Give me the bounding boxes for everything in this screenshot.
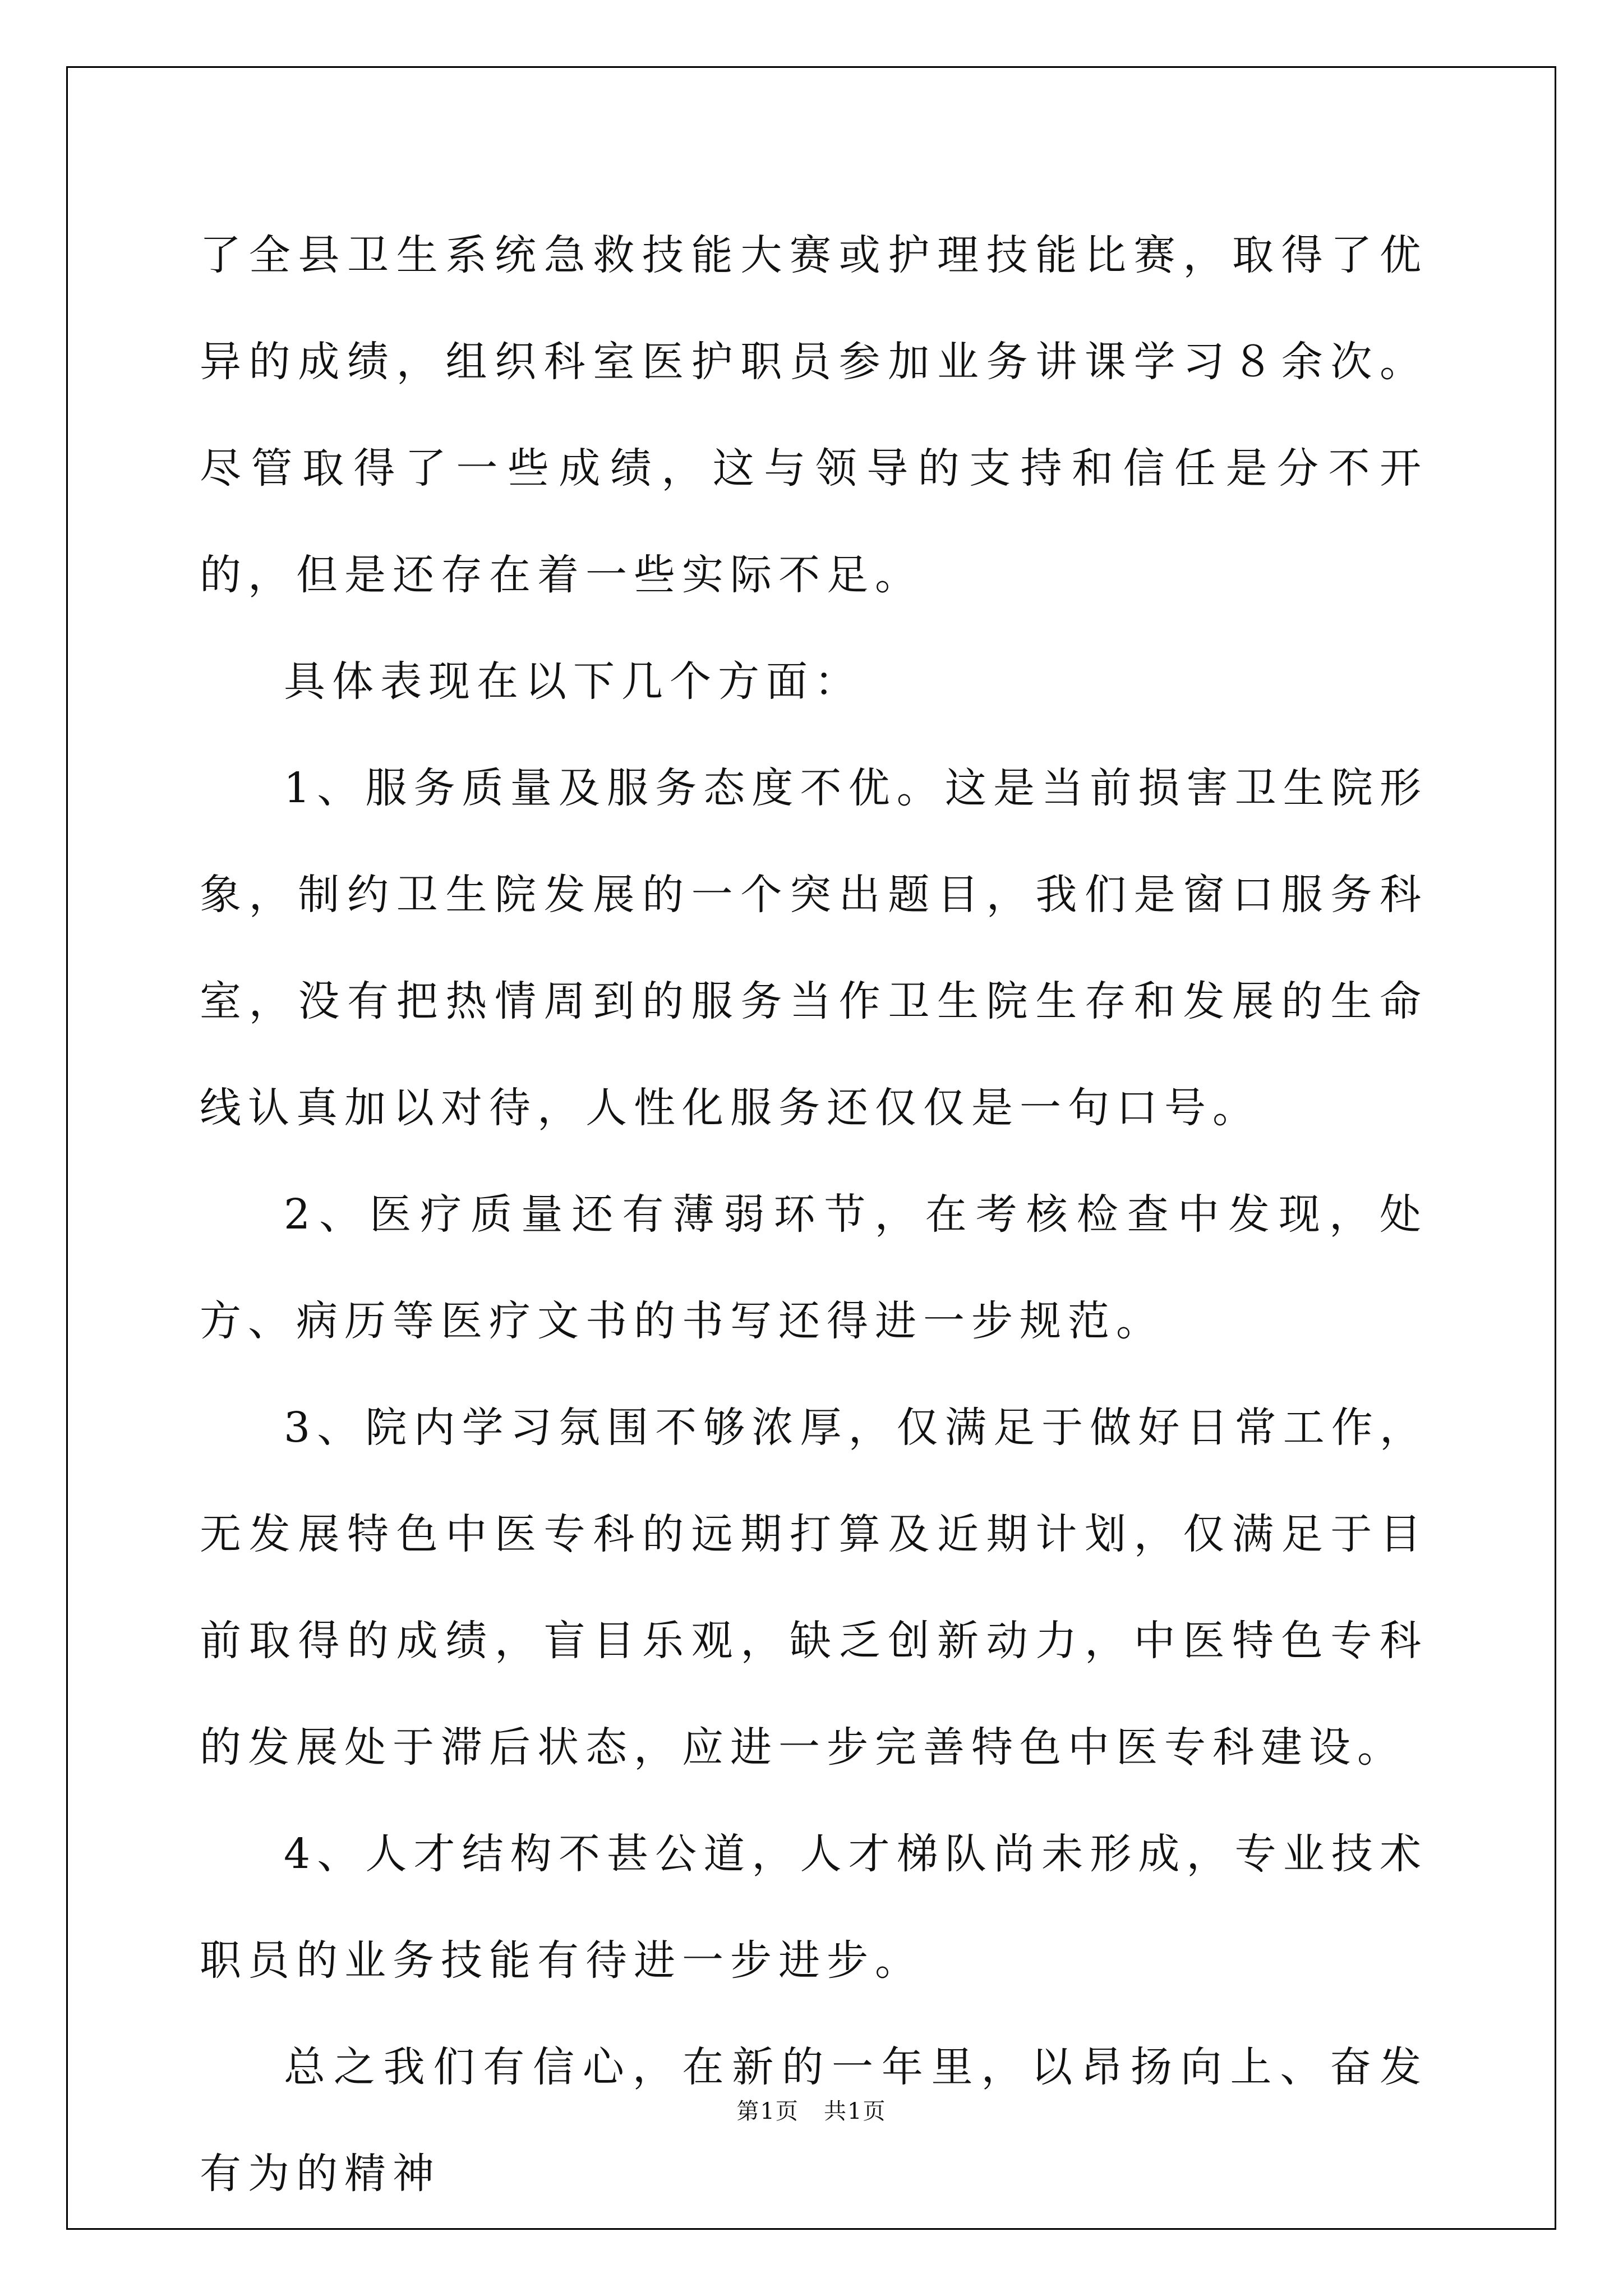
paragraph-item-2: 2、医疗质量还有薄弱环节，在考核检查中发现，处方、病历等医疗文书的书写还得进一步规范。: [200, 1190, 1428, 1345]
paragraph-continuation: 了全县卫生系统急救技能大赛或护理技能比赛，取得了优异的成绩，组织科室医护职员参加业务讲课学习８余次。尽管取得了一些成绩，这与领导的支持和信任是分不开的，但是还存在着一些实际不足。: [200, 231, 1428, 599]
page-number: 第1页 共1页: [736, 2099, 887, 2124]
paragraph-item-1: 1、服务质量及服务态度不优。这是当前损害卫生院形象，制约卫生院发展的一个突出题目，我们是窗口服务科室，没有把热情周到的服务当作卫生院生存和发展的生命线认真加以对待，人性化服务还仅仅是一句口号。: [200, 764, 1428, 1132]
document-body: [200, 202, 1428, 2227]
paragraph-item-3: 3、院内学习氛围不够浓厚，仅满足于做好日常工作，无发展特色中医专科的远期打算及近期计划，仅满足于目前取得的成绩，盲目乐观，缺乏创新动力，中医特色专科的发展处于滞后状态，应进一步完善特色中医专科建设。: [200, 1404, 1428, 1772]
paragraph-intro: 具体表现在以下几个方面：: [284, 657, 863, 706]
paragraph-item-4: 4、人才结构不甚公道，人才梯队尚未形成，专业技术职员的业务技能有待进一步进步。: [200, 1830, 1428, 1985]
paragraph-conclusion: 总之我们有信心，在新的一年里，以昂扬向上、奋发有为的精神: [200, 2043, 1428, 2198]
